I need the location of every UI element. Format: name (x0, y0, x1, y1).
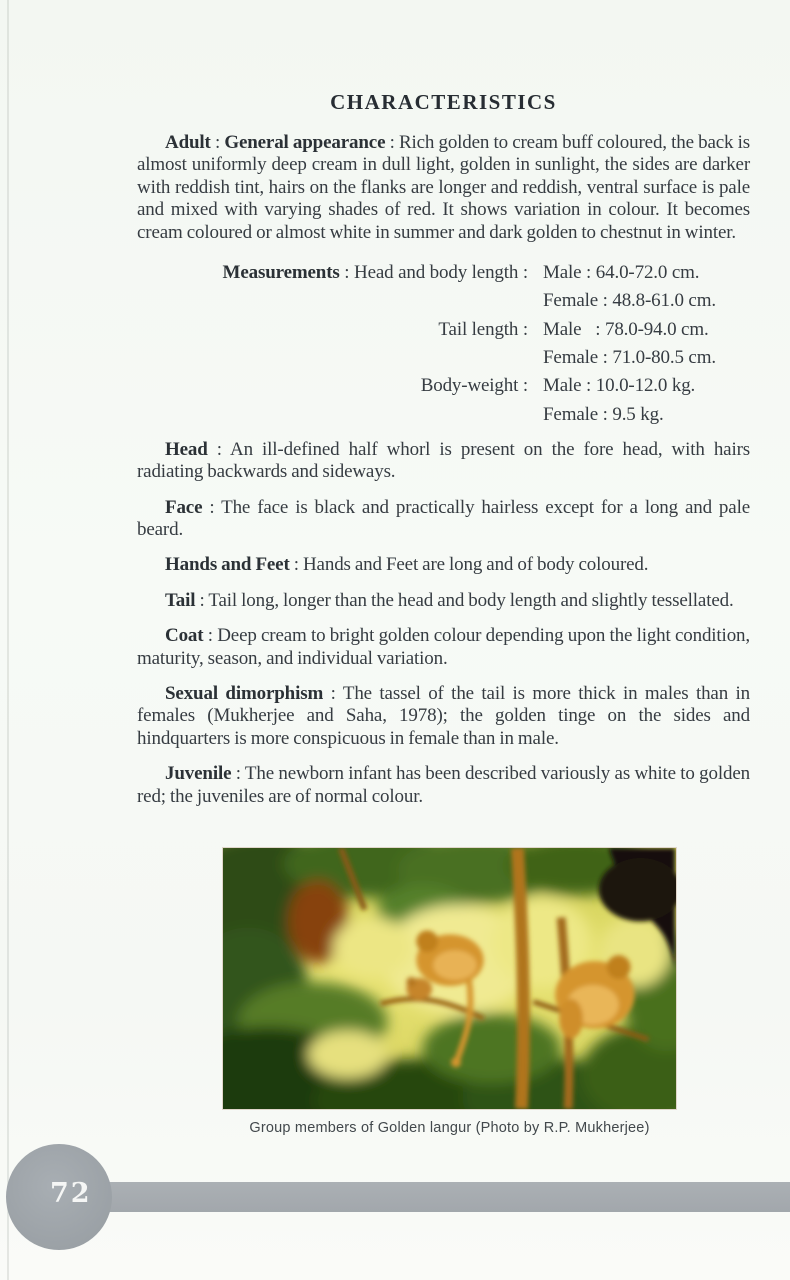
paragraph-coat (137, 625, 750, 670)
measurement-value: Female : 71.0-80.5 cm. (543, 346, 716, 368)
paragraph-label: Juvenile (165, 763, 232, 785)
paragraph-text: The tassel of the tail is more thick in males than in females (Mukherjee and Saha, 1978); the golden tinge on the sides and hindquarters is more conspicuous in female than in male. (137, 683, 750, 749)
page-title: CHARACTERISTICS (330, 90, 557, 114)
measurement-label (137, 287, 528, 315)
text-column (137, 0, 750, 808)
photo-caption: Group members of Golden langur (Photo by R.P. Mukherjee) (249, 1120, 650, 1136)
measurement-row (137, 316, 750, 344)
golden-langur-photo (222, 847, 677, 1110)
measurement-row (137, 372, 750, 400)
measurement-value: Female : 9.5 kg. (543, 403, 664, 425)
page-number-badge (6, 1144, 112, 1250)
paragraph-text: Deep cream to bright golden colour depending upon the light condition, maturity, season, and individual variation. (137, 625, 750, 669)
paragraph-hands-and-feet (137, 554, 750, 576)
paragraph-label: Head (165, 438, 208, 460)
measurement-value: Male : 10.0-12.0 kg. (543, 375, 696, 397)
label-separator: : (207, 438, 230, 460)
paragraph-text: Tail long, longer than the head and body length and slightly tessellated. (208, 589, 734, 611)
paragraph-sexual-dimorphism (137, 683, 750, 750)
paragraph-text: Hands and Feet are long and of body coloured. (302, 554, 649, 576)
paragraph-adult-general-appearance (137, 132, 750, 244)
paragraph-text: An ill-defined half whorl is present on the fore head, with hairs radiating backwards and sideways. (137, 438, 751, 483)
label-separator: : (202, 496, 222, 518)
label-separator: : (385, 132, 399, 153)
measurement-value: Male : 78.0-94.0 cm. (543, 318, 709, 340)
measurement-value: Female : 48.8-61.0 cm. (543, 290, 716, 312)
label-separator: : (339, 262, 354, 284)
page-number: 72 (50, 1178, 92, 1209)
paragraph-sublabel: General appearance (224, 132, 386, 153)
paragraph-face (137, 497, 750, 542)
measurement-row (137, 401, 750, 429)
label-separator: : (231, 763, 245, 785)
paragraph-label: Tail (165, 589, 196, 611)
paragraph-text: The face is black and practically hairless except for a long and pale beard. (137, 496, 750, 541)
label-separator: : (323, 683, 343, 705)
measurements-heading: Measurements (222, 262, 340, 284)
measurement-label: Tail length : (438, 318, 528, 340)
label-separator: : (195, 589, 209, 611)
paragraph-tail (137, 590, 750, 612)
paragraph-head (137, 439, 750, 484)
paragraph-juvenile (137, 763, 750, 808)
measurement-label: Measurements : Head and body length : (222, 262, 528, 284)
paragraph-text: The newborn infant has been described variously as white to golden red; the juveniles are of normal colour. (137, 763, 750, 807)
paragraph-text: Rich golden to cream buff coloured, the back is almost uniformly deep cream in dull light, golden in sunlight, the sides are darker with reddish tint, hairs on the flanks are longer and reddish, ventral surface is pale and mixed with varying shades of red. It shows variation in colour. It becomes cream coloured or almost white in summer and dark golden to chestnut in winter. (137, 132, 750, 243)
photo-illustration (223, 848, 676, 1109)
label-separator: : (210, 132, 225, 153)
measurement-row (137, 287, 750, 315)
measurement-label (137, 401, 528, 429)
measurements-block (137, 259, 750, 429)
paragraph-label: Hands and Feet (165, 554, 290, 576)
measurement-row (137, 344, 750, 372)
paragraph-label: Sexual dimorphism (165, 683, 324, 705)
measurement-label (137, 344, 528, 372)
label-separator: : (203, 625, 218, 647)
measurement-label: Body-weight : (420, 375, 528, 397)
scan-edge-line (7, 0, 9, 1280)
measurement-row (137, 259, 750, 287)
paragraph-label: Face (165, 496, 203, 518)
label-separator: : (289, 554, 303, 576)
paragraph-label: Adult (165, 132, 211, 153)
footer-bar (55, 1182, 790, 1212)
paragraph-label: Coat (165, 625, 204, 647)
measurement-value: Male : 64.0-72.0 cm. (543, 262, 700, 284)
